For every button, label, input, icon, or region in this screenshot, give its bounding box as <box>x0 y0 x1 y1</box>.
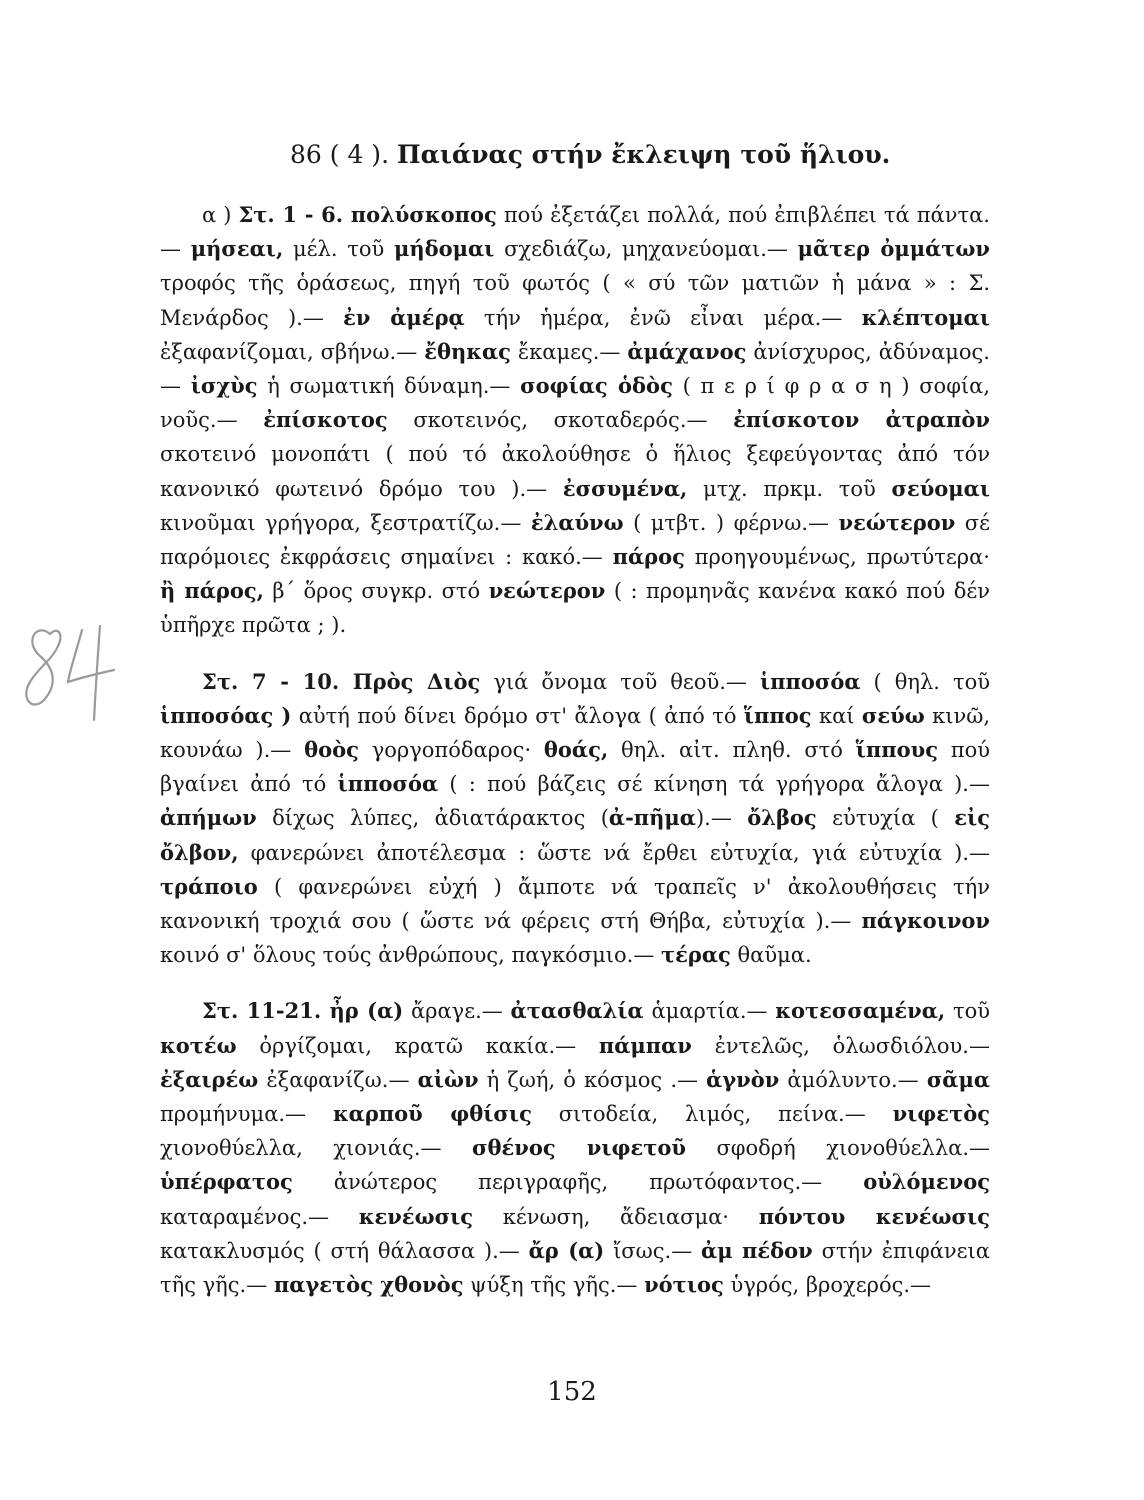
glossary-paragraph-2 <box>160 665 990 973</box>
gloss-text: ἀνίσχυρος, ἀδύναμος.— <box>160 339 990 399</box>
lemma-term: ἐλαύνω <box>530 509 624 535</box>
lemma-term: ἀπήμων <box>160 805 257 831</box>
gloss-text: δίχως λύπες, ἀδιατάρακτος ( <box>256 806 609 831</box>
lemma-term: τέρας <box>661 942 731 968</box>
lemma-term: ἱπποσόα <box>337 771 439 797</box>
gloss-text: γιά ὄνομα τοῦ θεοῦ.— <box>480 669 760 694</box>
gloss-text: σχεδιάζω, μηχανεύομαι.— <box>494 237 798 262</box>
lemma-term: νεώτερον <box>838 509 956 535</box>
lemma-term: ἐσσυμένα, <box>562 475 688 501</box>
lemma-term: σεύομαι <box>891 475 990 501</box>
gloss-text: ἀνώτερος περιγραφῆς, πρωτόφαντος.— <box>292 1170 864 1195</box>
handwritten-margin-note <box>18 612 128 727</box>
gloss-text: ἀμόλυντο.— <box>779 1067 927 1092</box>
gloss-text: ὀργίζομαι, κρατῶ κακία.— <box>236 1033 599 1058</box>
lemma-term: εἰς ὄλβον, <box>160 805 990 865</box>
gloss-text: πού βγαίνει ἀπό τό <box>160 738 991 797</box>
section-title: Παιάνας στήν ἔκλειψη τοῦ ἥλιου. <box>396 140 891 169</box>
lemma-term: ἐξαιρέω <box>160 1066 259 1092</box>
gloss-text: εὐτυχία ( <box>816 806 955 831</box>
lemma-term: πολύσκοπος <box>350 202 497 227</box>
gloss-text: ἴσως.— <box>604 1238 702 1263</box>
gloss-text: σιτοδεία, λιμός, πείνα.— <box>531 1102 893 1127</box>
lemma-term: θοὸς <box>304 737 359 763</box>
lemma-term: αἰὼν <box>417 1066 479 1092</box>
gloss-text: σκοτεινό μονοπάτι ( πού τό ἀκολούθησε ὁ ἥλιος ξεφεύγοντας ἀπό τόν κανονικό φωτεινό δρόμο του ).— <box>160 442 990 501</box>
gloss-text: τήν ἡμέρα, ἐνῶ εἶναι μέρα.— <box>464 305 862 330</box>
gloss-text: κένωση, ἄδειασμα· <box>473 1204 759 1229</box>
gloss-text: τροφός τῆς ὁράσεως, πηγή τοῦ φωτός ( « σύ τῶν ματιῶν ἡ μάνα » : Σ. Μενάρδος ).— <box>160 271 990 330</box>
lemma-term: Στ. 1 - 6. <box>238 202 351 227</box>
gloss-text: καταραμένος.— <box>160 1204 359 1229</box>
lemma-term: νιφετὸς <box>892 1101 991 1127</box>
lemma-term: ἱπποσόας ) <box>160 702 292 728</box>
lemma-term: μήδομαι <box>393 236 495 262</box>
lemma-term: σεύω <box>861 702 925 728</box>
gloss-text: σκοτεινός, σκοταδερός.— <box>387 408 734 433</box>
section-heading <box>290 140 990 169</box>
gloss-text: κατακλυσμός ( στή θάλασσα ).— <box>160 1238 529 1263</box>
lemma-term: σοφίας ὁδὸς <box>520 373 673 399</box>
lemma-term: πόντου κενέωσις <box>758 1203 990 1229</box>
lemma-term: θοάς, <box>543 737 609 763</box>
gloss-text: κινοῦμαι γρήγορα, ξεστρατίζω.— <box>160 510 531 535</box>
lemma-term: νότιος <box>644 1272 724 1298</box>
lemma-term: σθένος νιφετοῦ <box>472 1135 686 1161</box>
gloss-text: τοῦ <box>945 999 990 1024</box>
lemma-term: ἀ-πῆμα <box>608 805 696 831</box>
gloss-text: ).— <box>695 806 748 831</box>
gloss-text: β΄ ὅρος συγκρ. στό <box>263 579 489 604</box>
page-number: 152 <box>547 1377 597 1407</box>
gloss-text: ( π ε ρ ί φ ρ α σ η ) σοφία, νοῦς.— <box>160 374 990 433</box>
lemma-term: ἁγνὸν <box>706 1066 780 1092</box>
lemma-term: μήσεαι, <box>190 236 284 262</box>
glossary-paragraph-3 <box>160 994 990 1302</box>
gloss-text: ἐξαφανίζω.— <box>258 1067 418 1092</box>
lemma-term: ἵππους <box>855 737 938 763</box>
gloss-text: ἐντελῶς, ὁλωσδιόλου.— <box>691 1033 990 1058</box>
lemma-term: κοτέω <box>160 1032 237 1058</box>
gloss-text: ἄραγε.— <box>403 999 511 1024</box>
lemma-term: ἐπίσκοτον ἀτραπὸν <box>733 407 990 433</box>
gloss-text: αὐτή πού δίνει δρόμο στ' ἄλογα ( ἀπό τό <box>291 703 744 728</box>
gloss-text: καί <box>811 703 862 728</box>
gloss-text: ( μτβτ. ) φέρνω.— <box>623 510 839 535</box>
lemma-term: ἔθηκας <box>424 338 511 364</box>
gloss-text: κοινό σ' ὅλους τούς ἀνθρώπους, παγκόσμιο.— <box>160 943 662 968</box>
gloss-text: σέ παρόμοιες ἐκφράσεις σημαίνει : κακό.— <box>160 510 990 570</box>
lemma-term: ἱπποσόα <box>759 668 861 694</box>
gloss-text: ἁμαρτία.— <box>643 999 776 1024</box>
lemma-term: ἀμάχανος <box>627 338 747 364</box>
lemma-term: ἢ πάρος, <box>160 578 264 604</box>
lemma-term: ἄρ (α) <box>528 1237 605 1263</box>
lemma-term: ἰσχὺς <box>190 373 258 399</box>
lemma-term: πάμπαν <box>598 1032 692 1058</box>
gloss-text: ( θηλ. τοῦ <box>860 669 991 694</box>
gloss-text: θαῦμα. <box>730 943 812 968</box>
lemma-term: ἀμ πέδον <box>701 1237 813 1263</box>
lemma-term: ὑπέρφατος <box>160 1169 293 1195</box>
gloss-text: προηγουμένως, πρωτύτερα· <box>684 545 990 570</box>
lemma-term: σᾶμα <box>926 1066 990 1092</box>
gloss-text: κινῶ, κουνάω ).— <box>160 703 991 763</box>
lemma-term: πάρος <box>612 544 685 570</box>
gloss-text: ἔκαμες.— <box>510 339 628 364</box>
lemma-term: νεώτερον <box>488 578 606 604</box>
lemma-term: παγετὸς χθονὸς <box>273 1272 464 1298</box>
gloss-text: προμήνυμα.— <box>160 1102 333 1127</box>
lemma-term: τράποιο <box>160 873 258 899</box>
gloss-text: ἡ ζωή, ὁ κόσμος .— <box>478 1067 707 1092</box>
section-number: 86 ( 4 ). <box>290 140 390 169</box>
glossary-body <box>160 198 990 1302</box>
gloss-text: ( : πού βάζεις σέ κίνηση τά γρήγορα ἄλογα ).— <box>438 772 990 797</box>
gloss-text: φανερώνει ἀποτέλεσμα : ὥστε νά ἔρθει εὐτυχία, γιά εὐτυχία ).— <box>238 840 990 865</box>
lemma-term: Στ. 7 - 10. Πρὸς Διὸς <box>202 668 481 694</box>
lemma-term: πάγκοινον <box>861 908 990 934</box>
gloss-text: ἐξαφανίζομαι, σβήνω.— <box>160 339 425 364</box>
lemma-term: ἵππος <box>743 702 812 728</box>
gloss-text: γοργοπόδαρος· <box>358 738 544 763</box>
gloss-text: θηλ. αἰτ. πληθ. στό <box>608 738 856 763</box>
lemma-term: οὐλόμενος <box>863 1169 990 1195</box>
lemma-term: μᾶτερ ὀμμάτων <box>797 236 990 262</box>
lemma-term: κοτεσσαμένα, <box>775 998 946 1024</box>
gloss-text: στήν ἐπιφάνεια τῆς γῆς.— <box>160 1238 990 1298</box>
gloss-text: σφοδρή χιονοθύελλα.— <box>685 1136 990 1161</box>
gloss-text: ὑγρός, βροχερός.— <box>723 1273 932 1298</box>
gloss-text: ( φανερώνει εὐχή ) ἄμποτε νά τραπεῖς ν' ἀκολουθήσεις τήν κανονική τροχιά σου ( ὥστε νά φέρεις στή Θήβα, εὐτυχία ).— <box>160 874 990 934</box>
lemma-term: κλέπτομαι <box>861 304 990 330</box>
lemma-term: Στ. 11-21. ἦρ (α) <box>202 998 404 1024</box>
gloss-text: α ) <box>202 203 239 227</box>
lemma-term: ἐν ἀμέρᾳ <box>343 304 465 330</box>
gloss-text: μτχ. πρκμ. τοῦ <box>687 476 892 501</box>
lemma-term: ἐπίσκοτος <box>263 407 388 433</box>
glossary-paragraph-1 <box>160 198 990 643</box>
lemma-term: ὄλβος <box>747 805 817 831</box>
lemma-term: ἀτασθαλία <box>510 998 644 1024</box>
lemma-term: κενέωσις <box>358 1203 474 1229</box>
gloss-text: μέλ. τοῦ <box>283 237 394 262</box>
gloss-text: χιονοθύελλα, χιονιάς.— <box>160 1136 472 1161</box>
lemma-term: καρποῦ φθίσις <box>332 1101 532 1127</box>
gloss-text: ( : προμηνᾶς κανένα κακό πού δέν ὑπῆρχε πρῶτα ; ). <box>160 579 990 638</box>
gloss-text: πού ἐξετάζει πολλά, πού ἐπιβλέπει τά πάντα.— <box>160 203 990 262</box>
gloss-text: ἡ σωματική δύναμη.— <box>257 374 521 399</box>
gloss-text: ψύξη τῆς γῆς.— <box>463 1273 645 1298</box>
